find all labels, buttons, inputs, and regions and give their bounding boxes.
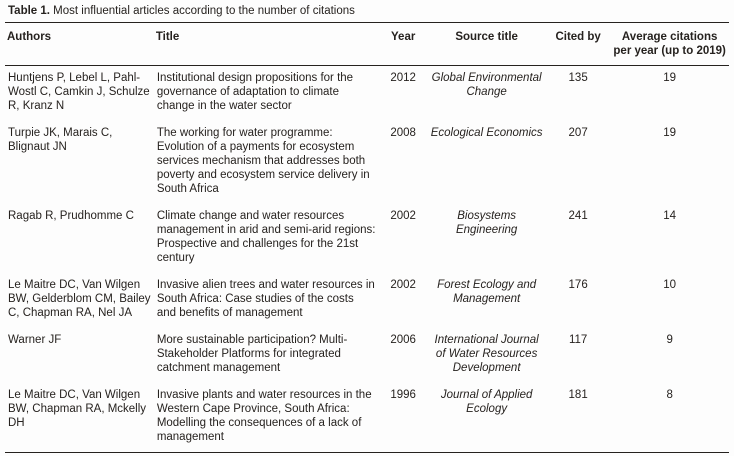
- cell-cited-by: 241: [568, 210, 588, 222]
- cell-source-title: Global Environmental Change: [431, 72, 542, 98]
- table-row: [5, 273, 729, 328]
- column-header-average-citations: Average citations per year (up to 2019): [610, 23, 729, 66]
- cell-average-citations: 19: [663, 72, 677, 84]
- cell-cited-by: 135: [568, 72, 588, 84]
- cell-cited-by: 207: [568, 127, 588, 139]
- cell-year: 2002: [390, 210, 416, 222]
- cell-authors: Le Maitre DC, Van Wilgen BW, Gelderblom CM, Bailey C, Chapman RA, Nel JA: [8, 279, 151, 319]
- cell-year: 2006: [390, 334, 416, 346]
- table-header-row: [5, 23, 729, 66]
- cell-year: 2012: [390, 72, 416, 84]
- cell-title: The working for water programme: Evolution of a payments for ecosystem services mechanism that addresses both poverty and ecosystem service delivery in South Africa: [156, 127, 370, 195]
- cell-authors: Warner JF: [8, 334, 62, 346]
- cell-source-title: Biosystems Engineering: [455, 210, 518, 236]
- cell-source-title: Ecological Economics: [430, 127, 543, 139]
- cell-title: Invasive alien trees and water resources in South Africa: Case studies of the costs and benefits of management: [156, 279, 375, 319]
- cell-year: 1996: [390, 389, 416, 401]
- cell-authors: Turpie JK, Marais C, Blignaut JN: [8, 127, 113, 153]
- cell-source-title: Journal of Applied Ecology: [440, 389, 533, 415]
- cell-average-citations: 8: [666, 389, 673, 401]
- cell-title: Invasive plants and water resources in the Western Cape Province, South Africa: Modelling the consequences of a lack of management: [156, 389, 372, 443]
- cell-average-citations: 14: [663, 210, 677, 222]
- citations-table: [5, 22, 729, 453]
- table-row: [5, 383, 729, 453]
- cell-title: Institutional design propositions for the governance of adaptation to climate change in the water sector: [156, 72, 354, 112]
- cell-authors: Le Maitre DC, Van Wilgen BW, Chapman RA, Mckelly DH: [8, 389, 147, 429]
- column-header-cited-by: Cited by: [546, 23, 610, 66]
- column-header-source-title: Source title: [427, 23, 546, 66]
- cell-authors: Huntjens P, Lebel L, Pahl-Wostl C, Camkin J, Schulze R, Kranz N: [8, 72, 150, 112]
- cell-source-title: Forest Ecology and Management: [437, 279, 537, 305]
- table-caption: [5, 2, 729, 22]
- cell-average-citations: 9: [666, 334, 673, 346]
- cell-cited-by: 181: [568, 389, 588, 401]
- column-header-authors: Authors: [5, 23, 154, 66]
- cell-source-title: International Journal of Water Resources Development: [434, 334, 539, 374]
- cell-average-citations: 10: [663, 279, 677, 291]
- cell-cited-by: 117: [568, 334, 588, 346]
- table-row: [5, 66, 729, 122]
- table-caption-text: Most influential articles according to the number of citations: [53, 5, 355, 17]
- cell-year: 2008: [390, 127, 416, 139]
- cell-cited-by: 176: [568, 279, 588, 291]
- table-row: [5, 328, 729, 383]
- cell-title: More sustainable participation? Multi-Stakeholder Platforms for integrated catchment management: [156, 334, 348, 374]
- table-caption-label: Table 1.: [8, 5, 50, 17]
- table-row: [5, 204, 729, 273]
- cell-year: 2002: [390, 279, 416, 291]
- cell-average-citations: 19: [663, 127, 677, 139]
- cell-title: Climate change and water resources management in arid and semi-arid regions: Prospective and challenges for the 21st century: [156, 210, 376, 264]
- table-row: [5, 121, 729, 204]
- cell-authors: Ragab R, Prudhomme C: [8, 210, 134, 222]
- column-header-title: Title: [154, 23, 379, 66]
- column-header-year: Year: [379, 23, 427, 66]
